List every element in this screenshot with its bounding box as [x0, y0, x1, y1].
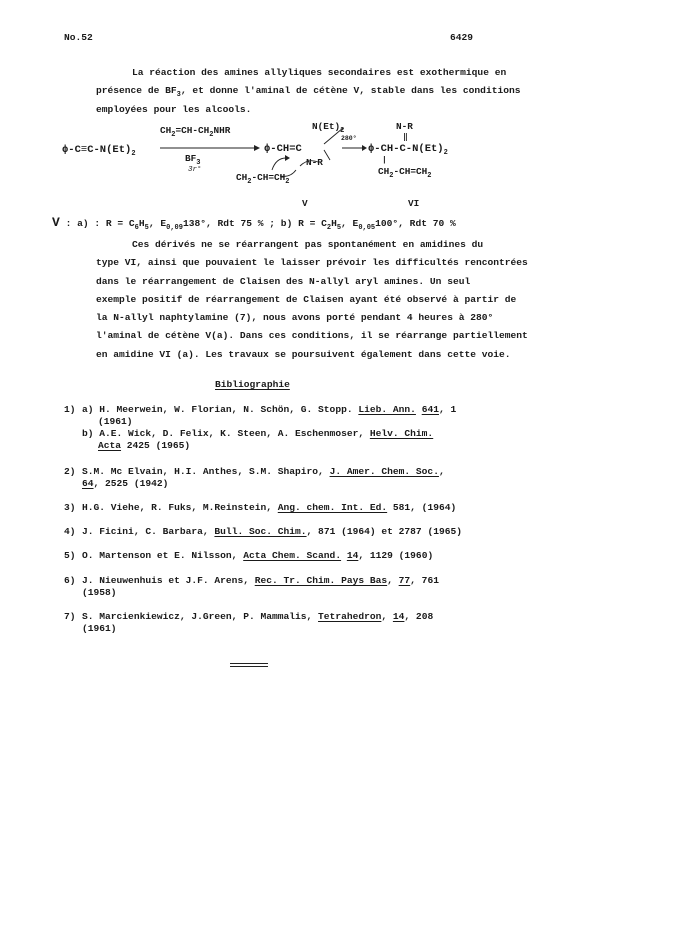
intro-line-3: employées pour les alcools.	[96, 103, 252, 115]
compound-v-data: V : a) : $R = C_6H_5$, $E_{0,09}138^\circ$, Rdt 75 % ; b) $R = C_2H_5$, $E_{0,05}100^\circ$, Rdt 70 %	[52, 215, 456, 232]
temperature-label: 280°	[341, 135, 357, 142]
page-number: 6429	[450, 32, 474, 43]
reference-2: S.M. Mc Elvain, H.I. Anthes, S.M. Shapiro, J. Amer. Chem. Soc., 64, 2525 (1942)	[82, 466, 445, 489]
ref-number: 2)	[64, 466, 76, 477]
ref-number: 5)	[64, 550, 76, 561]
discussion-line: exemple positif de réarrangement de Claisen ayant été observé à partir de	[96, 293, 517, 305]
catalyst-note: 3r°	[188, 166, 202, 174]
reference-1: a) H. Meerwein, W. Florian, N. Schön, G. Stopp. Lieb. Ann. 641, 1 (1961) b) A.E. Wick, D. Felix, K. Steen, A. Eschenmoser, Helv. Chim. Acta 2425 (1965)	[82, 404, 457, 451]
v-net2: $N(Et)_2$	[312, 121, 345, 135]
vi-allyl: $CH_2-CH=CH_2$	[378, 166, 432, 180]
curved-arrow-1	[272, 158, 286, 170]
discussion-paragraph	[96, 236, 528, 364]
v-allyl: $CH_2-CH=CH_2$	[236, 172, 290, 186]
vi-double-bond: ‖	[403, 133, 408, 142]
journal-issue: No.52	[64, 32, 93, 43]
label-v: V	[302, 198, 308, 209]
arrow-head-1	[254, 145, 260, 151]
discussion-line: en amidine VI (a). Les travaux se poursuivent également dans cette voie.	[96, 348, 511, 360]
ref-number: 4)	[64, 526, 76, 537]
ref-number: 3)	[64, 502, 76, 513]
v-nr: N-R	[306, 157, 323, 168]
vi-single-bond: |	[382, 156, 387, 165]
catalyst-bf3: $BF_3$	[185, 153, 201, 167]
reference-3: H.G. Viehe, R. Fuks, M.Reinstein, Ang. chem. Int. Ed. 581, (1964)	[82, 502, 457, 513]
scheme-graphics	[0, 0, 680, 240]
intro-line-1: La réaction des amines allyliques secondaires est exothermique en	[132, 67, 507, 78]
end-rule	[230, 666, 268, 667]
intro-line-2: présence de $BF_3$, et donne l'aminal de cétène V, stable dans les conditions	[96, 85, 521, 100]
discussion-line: Ces dérivés ne se réarrangent pas spontanément en amidines du	[132, 239, 484, 250]
vi-nr: N-R	[396, 121, 413, 132]
discussion-line: dans le réarrangement de Claisen des N-allyl aryl amines. Un seul	[96, 275, 471, 287]
ref-number: 6)	[64, 575, 76, 586]
bond-n-r	[324, 150, 330, 160]
reactant-ynamine: $\phi-C\equiv C-N(Et)_2$	[62, 144, 136, 158]
curved-arrow-1-head	[285, 155, 290, 161]
reference-5: O. Martenson et E. Nilsson, Acta Chem. Scand. 14, 1129 (1960)	[82, 550, 434, 561]
reagent-allylamine: $CH_2=CH-CH_2NHR$	[160, 125, 231, 139]
discussion-line: la N-allyl naphtylamine (7), nous avons porté pendant 4 heures à 280°	[96, 312, 494, 324]
discussion-line: type VI, ainsi que pouvaient le laisser prévoir les difficultés rencontrées	[96, 257, 528, 269]
reference-7: S. Marcienkiewicz, J.Green, P. Mammalis, Tetrahedron, 14, 208 (1961)	[82, 611, 434, 634]
reference-4: J. Ficini, C. Barbara, Bull. Soc. Chim., 871 (1964) et 2787 (1965)	[82, 526, 462, 537]
end-rule	[230, 663, 268, 664]
label-vi: VI	[408, 198, 420, 209]
vi-amidine: $\phi-CH-C-N(Et)_2$	[368, 143, 448, 157]
reference-6: J. Nieuwenhuis et J.F. Arens, Rec. Tr. Chim. Pays Bas, 77, 761 (1958)	[82, 575, 439, 598]
bibliography-title: Bibliographie	[215, 379, 290, 390]
v-ketene-aminal: ϕ-CH=C	[264, 143, 302, 155]
ref-number: 1)	[64, 404, 76, 415]
arrow-head-2	[362, 145, 367, 151]
discussion-line: l'aminal de cétène V(a). Dans ces conditions, il se réarrange partiellement	[96, 330, 528, 342]
ref-number: 7)	[64, 611, 76, 622]
